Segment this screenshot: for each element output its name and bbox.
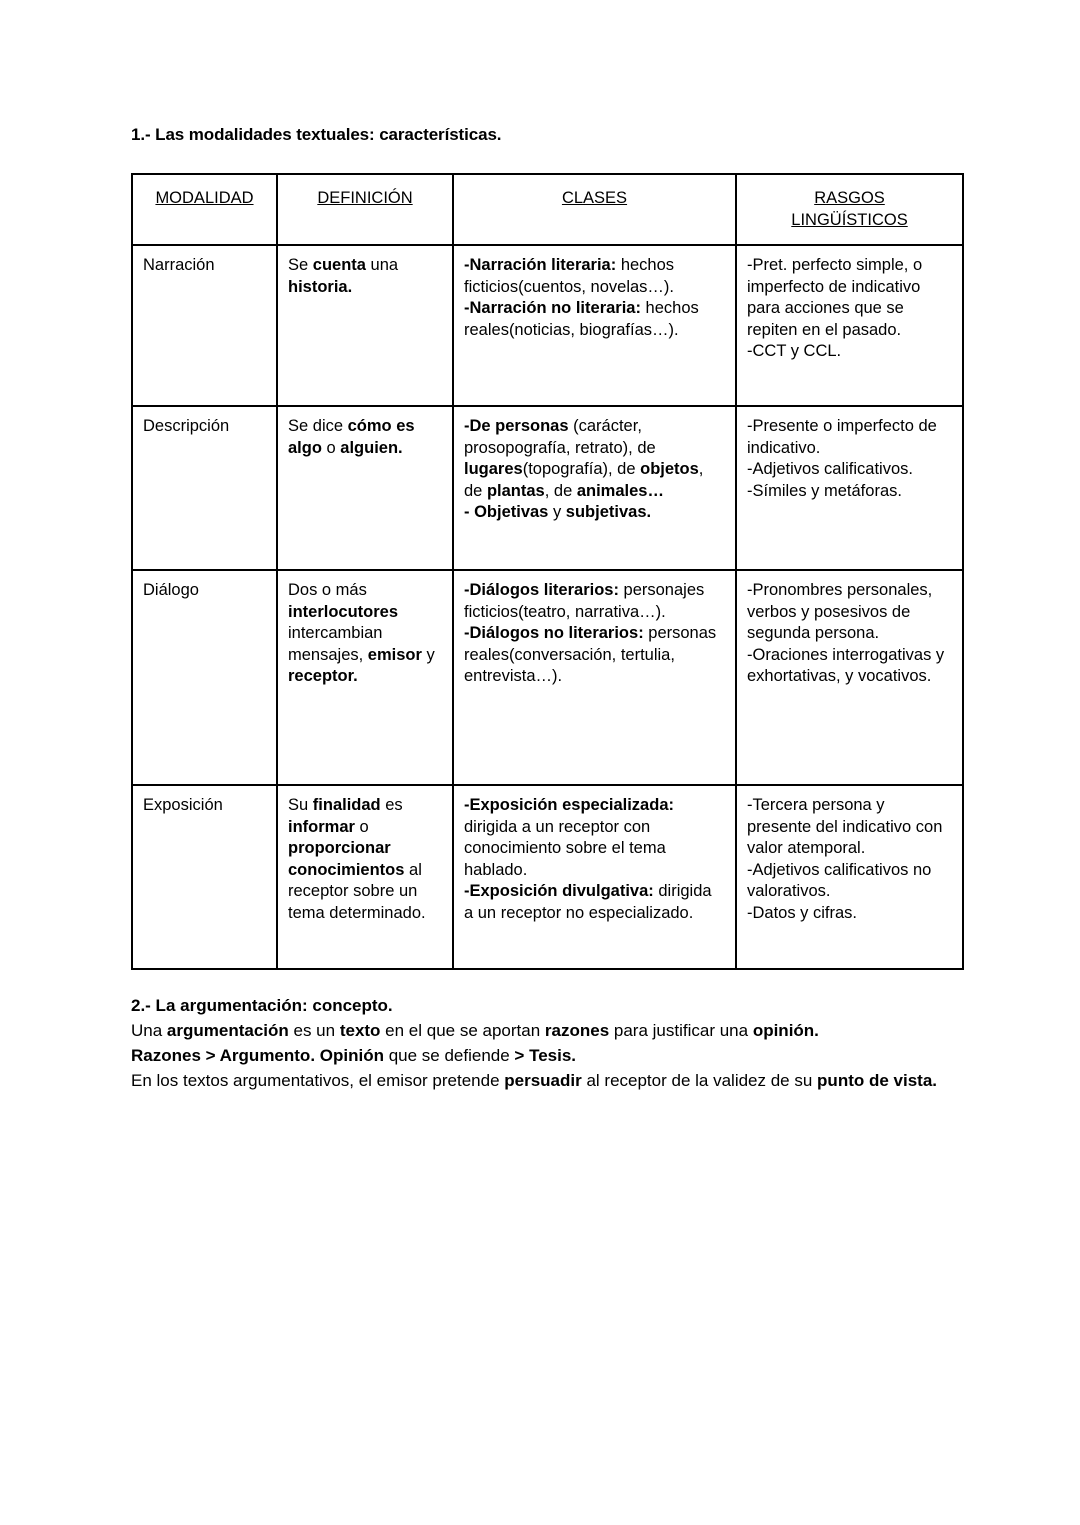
cell-rasgos-linguisticos: -Pronombres personales, verbos y posesivos de segunda persona. -Oraciones interrogativas y exhortativas, y vocativos. [736,570,963,785]
argumentacion-paragraph-3: En los textos argumentativos, el emisor pretende persuadir al receptor de la validez de su punto de vista. [131,1070,938,1090]
table-body [132,245,963,969]
column-header-rasgos-label-line2: LINGÜÍSTICOS [791,210,908,229]
table-row [132,406,963,570]
table-header-row [132,174,963,245]
cell-modalidad: Exposición [132,785,277,969]
cell-modalidad: Diálogo [132,570,277,785]
argumentacion-paragraph-2: Razones > Argumento. Opinión que se defiende > Tesis. [131,1045,577,1065]
table-row [132,785,963,969]
column-header-clases-label: CLASES [561,189,628,208]
argumentacion-section [131,994,962,1093]
cell-modalidad: Narración [132,245,277,406]
column-header-modalidad [132,174,277,245]
cell-clases: -Diálogos literarios: personajes ficticios(teatro, narrativa…). -Diálogos no literarios: personas reales(conversación, tertulia, entrevista…). [453,570,736,785]
argumentacion-paragraph-1: Una argumentación es un texto en el que se aportan razones para justificar una opinión. [131,1021,819,1041]
cell-definicion: Se cuenta una historia. [277,245,453,406]
cell-clases: -Narración literaria: hechos ficticios(cuentos, novelas…). -Narración no literaria: hechos reales(noticias, biografías…). [453,245,736,406]
cell-modalidad: Descripción [132,406,277,570]
cell-rasgos-linguisticos: -Pret. perfecto simple, o imperfecto de indicativo para acciones que se repiten en el pasado. -CCT y CCL. [736,245,963,406]
cell-definicion: Dos o más interlocutores intercambian mensajes, emisor y receptor. [277,570,453,785]
cell-rasgos-linguisticos: -Tercera persona y presente del indicativo con valor atemporal. -Adjetivos calificativos no valorativos. -Datos y cifras. [736,785,963,969]
cell-rasgos-linguisticos: -Presente o imperfecto de indicativo. -Adjetivos calificativos. -Símiles y metáforas. [736,406,963,570]
cell-definicion: Su finalidad es informar o proporcionar conocimientos al receptor sobre un tema determinado. [277,785,453,969]
column-header-rasgos-label-line1: RASGOS [814,189,885,208]
section-2-heading: 2.- La argumentación: concepto. [131,996,393,1016]
section-1-heading: 1.- Las modalidades textuales: características. [131,125,502,144]
column-header-rasgos-linguisticos [736,174,963,245]
table-row [132,570,963,785]
modalidades-table [131,173,964,970]
cell-clases: -De personas (carácter, prosopografía, retrato), de lugares(topografía), de objetos, de plantas, de animales… - Objetivas y subjetivas. [453,406,736,570]
column-header-clases [453,174,736,245]
table-row [132,245,963,406]
column-header-definicion-label: DEFINICIÓN [317,189,413,208]
column-header-modalidad-label: MODALIDAD [155,189,254,208]
cell-clases: -Exposición especializada: dirigida a un receptor con conocimiento sobre el tema hablado. -Exposición divulgativa: dirigida a un receptor no especializado. [453,785,736,969]
cell-definicion: Se dice cómo es algo o alguien. [277,406,453,570]
column-header-definicion [277,174,453,245]
table-header [132,174,963,245]
